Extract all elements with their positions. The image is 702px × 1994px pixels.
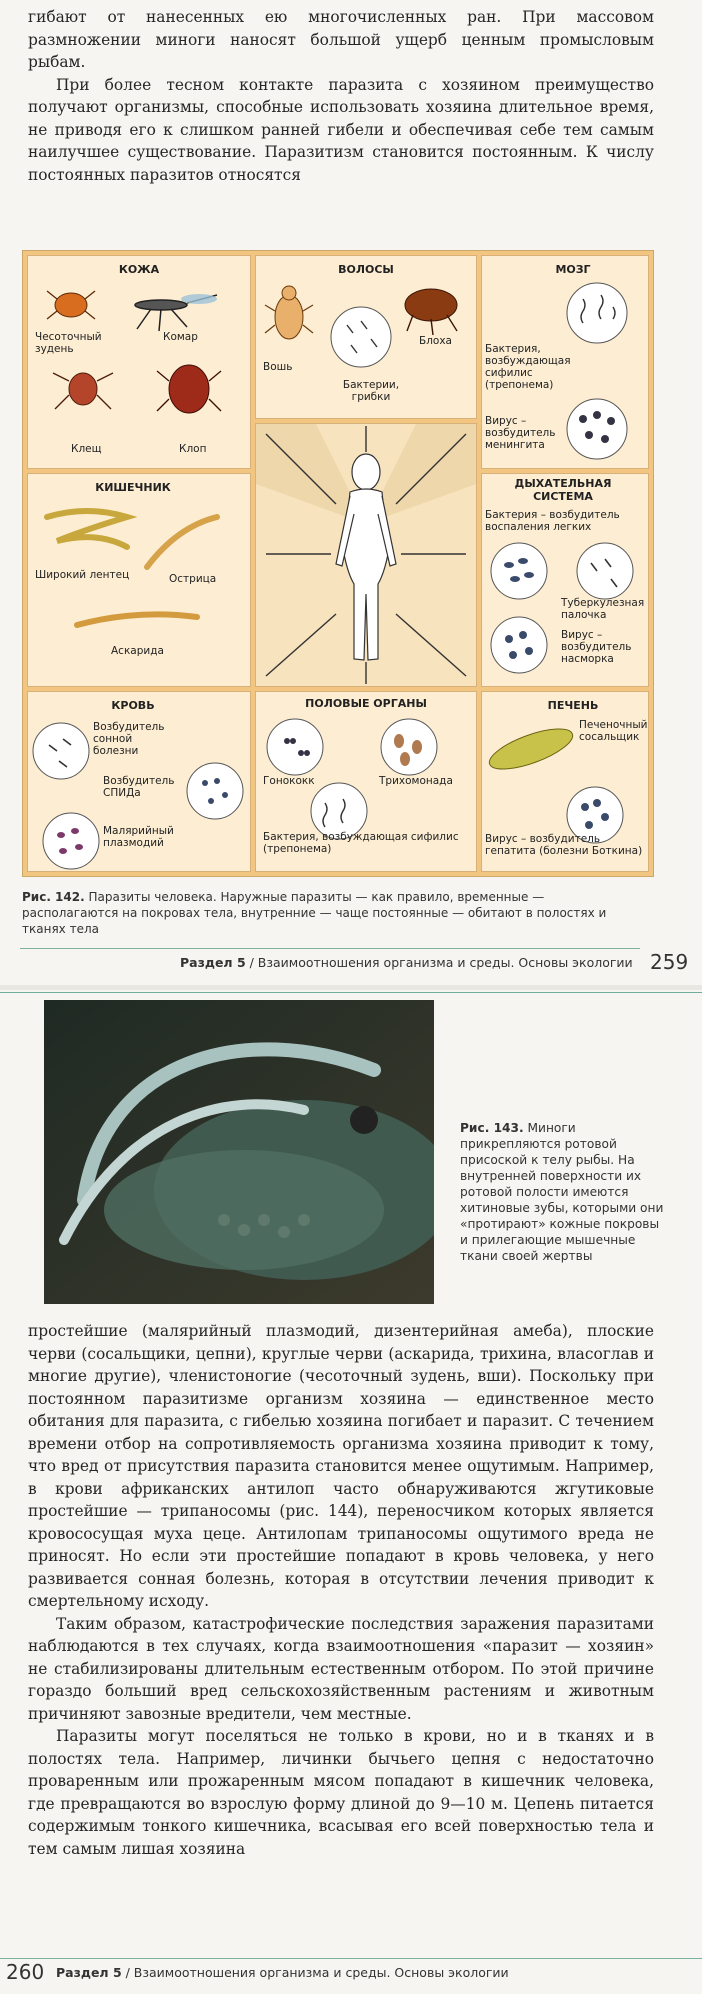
label-hepatitis-virus: Вирус – возбудитель гепатита (болезни Боткина) xyxy=(485,833,643,857)
footer-section-title-260: / Взаимоотношения организма и среды. Основы экологии xyxy=(121,1965,509,1980)
section-title-intestine: КИШЕЧНИК xyxy=(95,481,171,494)
footer-rule-260 xyxy=(0,1958,702,1959)
human-figure-illustration xyxy=(256,424,476,686)
label-louse: Вошь xyxy=(263,361,293,373)
label-broad-tapeworm: Широкий лентец xyxy=(35,569,130,581)
page-number-259: 259 xyxy=(650,950,689,974)
intestine-parasites-illustration xyxy=(37,497,247,637)
figure-142-caption-text: Паразиты человека. Наружные паразиты — как правило, временные — располагаются на покровах тела, внутренние — чаще постоянные — обитают в полостях и тканях тела xyxy=(22,890,607,936)
footer-section-title: / Взаимоотношения организма и среды. Основы экологии xyxy=(245,955,633,970)
figure-142-parasites xyxy=(22,250,654,877)
page-number-260: 260 xyxy=(6,1960,45,1984)
label-pneumonia-bacteria: Бактерия – возбудитель воспаления легких xyxy=(485,509,620,533)
label-trichomonas: Трихомонада xyxy=(379,775,453,787)
footer-section-label-260: Раздел 5 xyxy=(56,1965,122,1980)
label-treponema-brain: Бактерия, возбуждающая сифилис (трепонема) xyxy=(485,343,571,391)
section-title-genital: ПОЛОВЫЕ ОРГАНЫ xyxy=(305,697,427,710)
section-title-brain: МОЗГ xyxy=(555,263,591,276)
label-bedbug: Клоп xyxy=(179,443,207,455)
paragraph-tapeworm: Паразиты могут поселяться не только в крови, но и в тканях и в полостях тела. Например, личинки бычьего цепня с недостаточно проваренным или прожаренным мясом попадают в кишечник человека, где превращаются во взрослую форму длиной до 9—10 м. Цепень питается содержимым тонкого кишечника, всасывая его всей поверхностью тела и тем самым лишая хозяина xyxy=(28,1727,654,1858)
footer-section-label: Раздел 5 xyxy=(180,955,246,970)
page-259-intro-text xyxy=(28,6,654,186)
label-liver-fluke: Печеночный сосальщик xyxy=(579,719,648,743)
label-cold-virus: Вирус – возбудитель насморка xyxy=(561,629,632,665)
figure-142-caption xyxy=(22,889,642,937)
label-meningitis-virus: Вирус – возбудитель менингита xyxy=(485,415,556,451)
page-259-footer xyxy=(180,955,633,970)
center-human-cell xyxy=(255,423,477,687)
paragraph-contact: При более тесном контакте паразита с хозяином преимущество получают организмы, способные использовать хозяина длительное время, не приводя его к слишком ранней гибели и обеспечивая себе тем самым наилучшее существование. Паразитизм становится постоянным. К числу постоянных паразитов относятся xyxy=(28,75,654,184)
page-260-body-text xyxy=(28,1320,654,1860)
label-pinworm: Острица xyxy=(169,573,217,585)
label-scabies-mite: Чесоточный зудень xyxy=(35,331,102,355)
label-tick: Клещ xyxy=(71,443,102,455)
figure-143-caption-text: Миноги прикрепляются ротовой присоской к телу рыбы. На внутренней поверхности их ротовой полости имеются хитиновые зубы, которыми они «протирают» кожные покровы и прилегающие мышечные ткани своей жертвы xyxy=(460,1121,664,1263)
paragraph-permanent-parasites: простейшие (малярийный плазмодий, дизентерийная амеба), плоские черви (сосальщики, цепни), круглые черви (аскарида, трихина, власоглав и многие другие), членистоногие (чесоточный зудень, вши). Поскольку при постоянном паразитизме организм хозяина — единственное место обитания для паразита, с гибелью хозяина погибает и паразит. С течением времени отбор на сопротивляемость организма хозяина приводит к тому, что вред от присутствия паразита становится менее ощутимым. Например, в крови африканских антилоп часто обнаруживаются жгутиковые простейшие — трипаносомы (рис. 144), переносчиком которых является кровососущая муха цеце. Антилопам трипаносомы ощутимого вреда не приносят. Но если эти простейшие попадают в кровь человека, у него развивается сонная болезнь, которая в отсутствии лечения приводит к смертельному исходу. xyxy=(28,1322,654,1610)
label-bacteria-fungi: Бактерии, грибки xyxy=(342,379,400,403)
page-260-footer xyxy=(56,1965,509,1980)
page-259 xyxy=(0,0,702,985)
page-260 xyxy=(0,990,702,1994)
intro-paragraph: гибают от нанесенных ею многочисленных ран. При массовом размножении миноги наносят большой ущерб ценным промысловым рыбам. xyxy=(28,8,654,71)
section-title-skin: КОЖА xyxy=(118,263,160,276)
hair-parasites-illustration xyxy=(261,281,471,371)
label-hiv: Возбудитель СПИДа xyxy=(103,775,175,799)
paragraph-consequences: Таким образом, катастрофические последствия заражения паразитами наблюдаются в тех случаях, когда взаимоотношения «паразит — хозяин» не стабилизированы длительным естественным отбором. По этой причине гораздо больший вред сельскохозяйственным растениям и животным причиняют завозные вредители, чем местные. xyxy=(28,1614,654,1723)
figure-143-caption xyxy=(460,1120,670,1264)
footer-rule xyxy=(20,948,640,949)
top-rule xyxy=(0,992,702,993)
figure-143-caption-label: Рис. 143. xyxy=(460,1121,524,1135)
label-ascaris: Аскарида xyxy=(111,645,164,657)
figure-143-lamprey-photo xyxy=(44,1000,434,1304)
skin-parasites-illustration xyxy=(41,285,241,425)
label-treponema-genital: Бактерия, возбуждающая сифилис (трепонема) xyxy=(263,831,459,855)
section-title-liver: ПЕЧЕНЬ xyxy=(547,699,599,712)
section-title-blood: КРОВЬ xyxy=(111,699,155,712)
label-tuberculosis-bacillus: Туберкулезная палочка xyxy=(561,597,645,621)
label-gonococcus: Гонококк xyxy=(263,775,315,787)
label-flea: Блоха xyxy=(419,335,452,347)
label-sleeping-sickness: Возбудитель сонной болезни xyxy=(93,721,165,757)
label-mosquito: Комар xyxy=(163,331,198,343)
label-malaria-plasmodium: Малярийный плазмодий xyxy=(103,825,174,849)
section-title-hair: ВОЛОСЫ xyxy=(338,263,394,276)
figure-142-caption-label: Рис. 142. xyxy=(22,890,85,904)
section-title-respiratory: ДЫХАТЕЛЬНАЯ СИСТЕМА xyxy=(514,477,612,503)
